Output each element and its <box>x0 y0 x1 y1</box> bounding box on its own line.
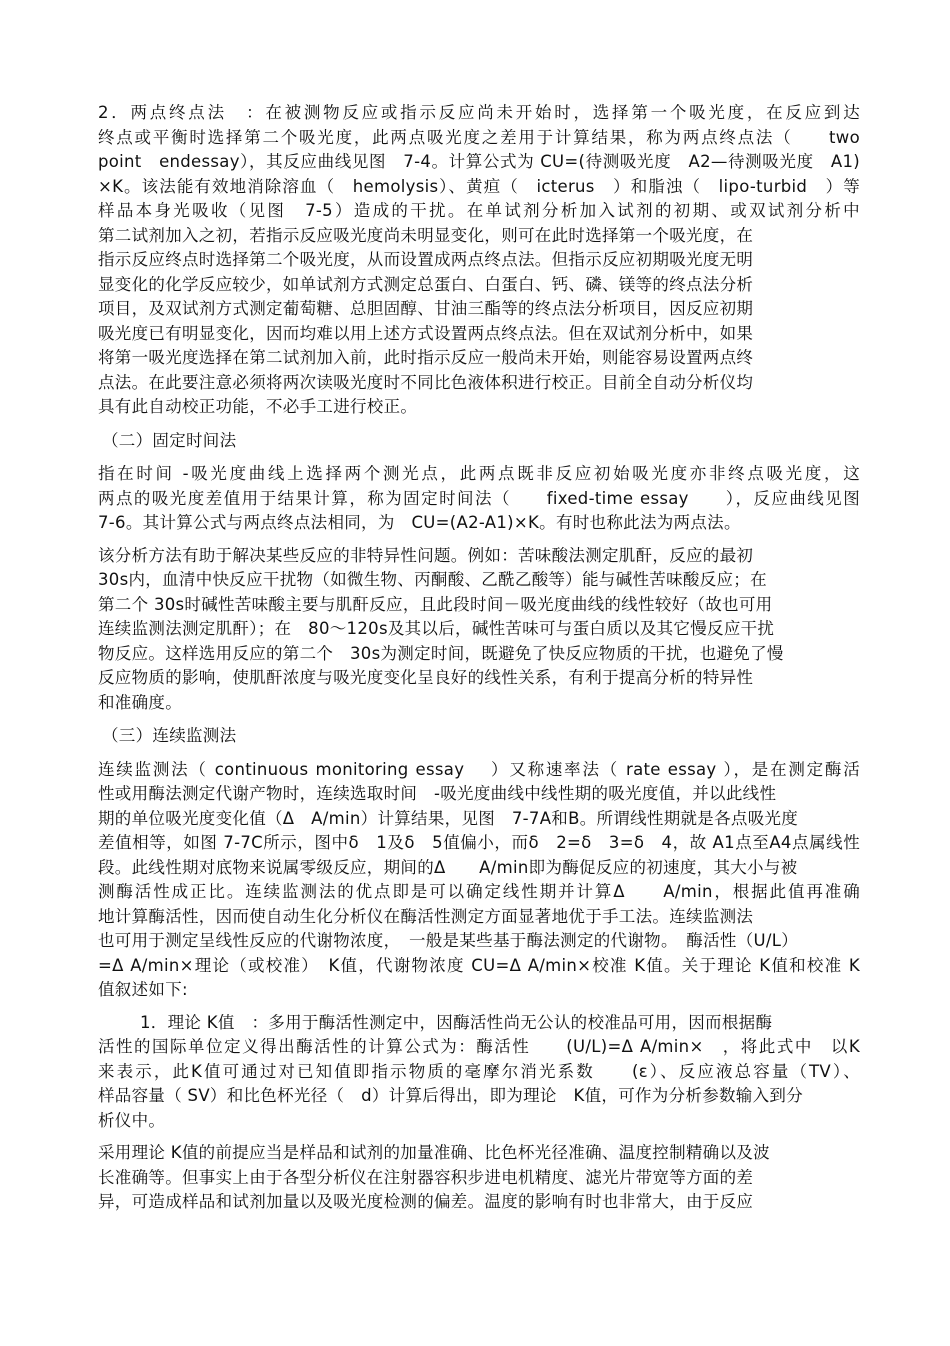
text-line: 期的单位吸光度变化值（Δ A/min）计算结果，见图 7-7A和B。所谓线性期就是各点吸光度 <box>98 808 799 828</box>
text-line: 来表示，此K值可通过对已知值即指示物质的毫摩尔消光系数 (ε）、反应液总容量（TV）、 <box>98 1061 860 1081</box>
text-line: 指示反应终点时选择第二个吸光度，从而设置成两点终点法。但指示反应初期吸光度无明 <box>98 250 754 269</box>
text-line: 终点或平衡时选择第二个吸光度，此两点吸光度之差用于计算结果，称为两点终点法（ two <box>98 127 860 147</box>
text-line: 活性的国际单位定义得出酶活性的计算公式为：酶活性 (U/L)=Δ A/min× ，将此式中 以K <box>98 1037 860 1056</box>
text-line: 也可用于测定呈线性反应的代谢物浓度， 一般是某些基于酶法测定的代谢物。 酶活性（U/L） <box>98 931 799 950</box>
text-line: =Δ A/min×理论（或校准） K值，代谢物浓度 CU=Δ A/min×校准 K值。关于理论 K值和校准 K <box>98 955 860 975</box>
text-line: 第二试剂加入之初，若指示反应吸光度尚未明显变化，则可在此时选择第一个吸光度，在 <box>98 225 754 245</box>
text-line: 项目，及双试剂方式测定葡萄糖、总胆固醇、甘油三酯等的终点法分析项目，因反应初期 <box>98 299 754 318</box>
text-line: 连续监测法（ continuous monitoring essay ）又称速率法（ rate essay ），是在测定酶活 <box>98 759 860 779</box>
text-line: 性或用酶法测定代谢产物时，连续选取时间 -吸光度曲线中线性期的吸光度值，并以此线性 <box>98 784 777 803</box>
text-line: 吸光度已有明显变化，因而均难以用上述方式设置两点终点法。但在双试剂分析中，如果 <box>98 323 754 343</box>
section-heading-fixed-time: （二）固定时间法 <box>102 430 237 450</box>
text-line: 测酶活性成正比。连续监测法的优点即是可以确定线性期并计算Δ A/min，根据此值再准确 <box>98 882 860 901</box>
text-line: 7-6。其计算公式与两点终点法相同，为 CU=(A2-A1)×K。有时也称此法为两点法。 <box>98 513 741 532</box>
text-line: 地计算酶活性，因而使自动生化分析仪在酶活性测定方面显著地优于手工法。连续监测法 <box>98 906 754 926</box>
text-line: 2．两点终点法 ：在被测物反应或指示反应尚未开始时，选择第一个吸光度，在反应到达 <box>98 103 860 122</box>
paragraph-continuous-monitoring <box>98 758 860 1003</box>
text-line: 异，可造成样品和试剂加量以及吸光度检测的偏差。温度的影响有时也非常大，由于反应 <box>98 1192 754 1211</box>
section-heading-continuous-monitoring: （三）连续监测法 <box>102 726 237 745</box>
document-body <box>98 101 860 1215</box>
text-line: 该分析方法有助于解决某些反应的非特异性问题。例如：苦味酸法测定肌酐，反应的最初 <box>98 545 754 565</box>
text-line: 采用理论 K值的前提应当是样品和试剂的加量准确、比色杯光径准确、温度控制精确以及波 <box>98 1143 770 1162</box>
paragraph-two-point-endpoint <box>98 101 860 420</box>
text-line: 长准确等。但事实上由于各型分析仪在注射器容积步进电机精度、滤光片带宽等方面的差 <box>98 1167 754 1187</box>
text-line: 样品本身光吸收（见图 7-5）造成的干扰。在单试剂分析加入试剂的初期、或双试剂分析中 <box>98 201 860 220</box>
paragraph-k-value-premise <box>98 1141 860 1215</box>
text-line: point endessay），其反应曲线见图 7-4。计算公式为 CU=(待测吸光度 A2—待测吸光度 A1) <box>98 152 860 171</box>
text-line: 两点的吸光度差值用于结果计算，称为固定时间法（ fixed-time essay ），反应曲线见图 <box>98 488 860 508</box>
text-line: 差值相等，如图 7-7C所示，图中δ 1及δ 5值偏小，而δ 2=δ 3=δ 4，故 A1点至A4点属线性 <box>98 833 860 852</box>
paragraph-fixed-time <box>98 462 860 536</box>
text-line: 样品容量（ SV）和比色杯光径（ d）计算后得出，即为理论 K值，可作为分析参数输入到分 <box>98 1086 803 1105</box>
text-line: 1．理论 K值 ：多用于酶活性测定中，因酶活性尚无公认的校准品可用，因而根据酶 <box>140 1012 773 1032</box>
text-line: 指在时间 -吸光度曲线上选择两个测光点，此两点既非反应初始吸光度亦非终点吸光度，这 <box>98 464 860 483</box>
text-line: ×K。该法能有效地消除溶血（ hemolysis）、黄疸（ icterus ）和脂浊（ lipo-turbid ）等 <box>98 176 860 196</box>
text-line: 显变化的化学反应较少，如单试剂方式测定总蛋白、白蛋白、钙、磷、镁等的终点法分析 <box>98 274 754 294</box>
text-line: 析仪中。 <box>98 1110 166 1130</box>
text-line: 30s内，血清中快反应干扰物（如微生物、丙酮酸、乙酰乙酸等）能与碱性苦味酸反应；在 <box>98 570 767 589</box>
text-line: 具有此自动校正功能，不必手工进行校正。 <box>98 397 418 416</box>
text-line: 将第一吸光度选择在第二试剂加入前，此时指示反应一般尚未开始，则能容易设置两点终 <box>98 348 754 367</box>
text-line: 物反应。这样选用反应的第二个 30s为测定时间，既避免了快反应物质的干扰，也避免了慢 <box>98 643 784 663</box>
paragraph-theoretical-k <box>98 1011 860 1134</box>
text-line: 和准确度。 <box>98 692 182 712</box>
text-line: 连续监测法测定肌酐）；在 80～120s及其以后，碱性苦味可与蛋白质以及其它慢反应干扰 <box>98 619 775 638</box>
text-line: 值叙述如下: <box>98 980 188 999</box>
paragraph-creatinine-example <box>98 544 860 716</box>
text-line: 反应物质的影响，使肌酐浓度与吸光度变化呈良好的线性关系，有利于提高分析的特异性 <box>98 668 754 687</box>
text-line: 第二个 30s时碱性苦味酸主要与肌酐反应，且此段时间－吸光度曲线的线性较好（故也可用 <box>98 594 773 614</box>
text-line: 段。此线性期对底物来说属零级反应，期间的Δ A/min即为酶促反应的初速度，其大小与被 <box>98 857 798 877</box>
text-line: 点法。在此要注意必须将两次读吸光度时不同比色液体积进行校正。目前全自动分析仪均 <box>98 372 754 392</box>
